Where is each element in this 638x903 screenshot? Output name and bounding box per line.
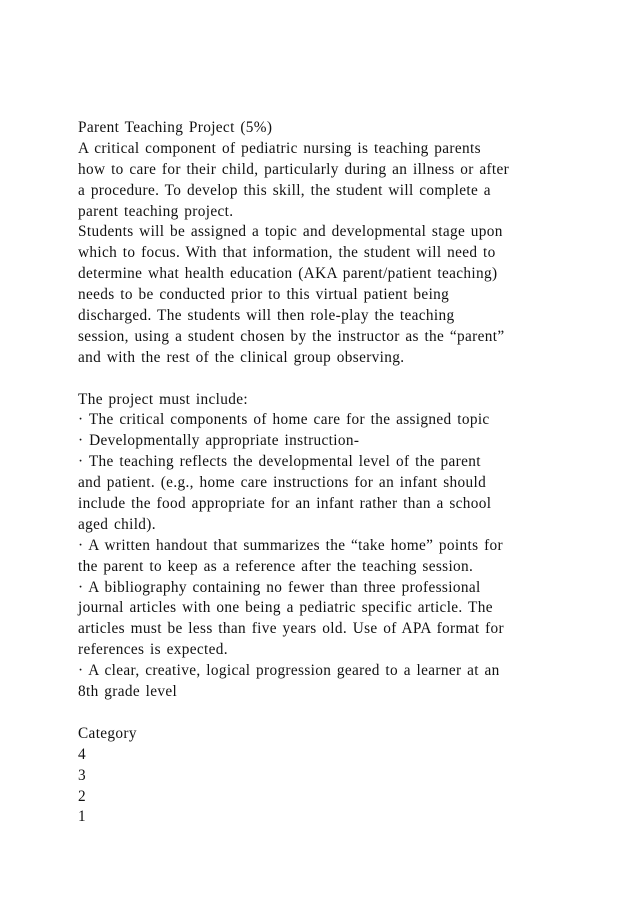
paragraph-gap [78, 369, 578, 390]
requirement-line: 8th grade level [78, 683, 178, 701]
requirements-heading: The project must include: [78, 390, 248, 408]
requirement-line: · A clear, creative, logical progression geared to a learner at an [78, 662, 500, 680]
assignment-line: session, using a student chosen by the instructor as the “parent” [78, 327, 505, 345]
assignment-line: Students will be assigned a topic and developmental stage upon [78, 223, 503, 241]
requirement-line: and patient. (e.g., home care instructions for an infant should [78, 474, 487, 492]
document-title: Parent Teaching Project (5%) [78, 119, 273, 136]
requirement-line: · A bibliography containing no fewer than three professional [78, 578, 481, 596]
assignment-line: determine what health education (AKA parent/patient teaching) [78, 265, 498, 283]
assignment-line: discharged. The students will then role-play the teaching [78, 307, 455, 325]
rubric-level: 2 [78, 787, 86, 805]
rubric-heading: Category [78, 724, 137, 742]
document-body [78, 118, 578, 828]
assignment-line: and with the rest of the clinical group observing. [78, 348, 405, 366]
assignment-line: which to focus. With that information, the student will need to [78, 244, 496, 262]
requirement-line: aged child). [78, 515, 156, 533]
rubric-level: 4 [78, 745, 86, 763]
assignment-line: needs to be conducted prior to this virtual patient being [78, 286, 450, 304]
requirement-line: · A written handout that summarizes the “take home” points for [78, 536, 503, 554]
requirement-line: include the food appropriate for an infant rather than a school [78, 495, 492, 513]
requirement-line: · The teaching reflects the developmental level of the parent [78, 453, 481, 471]
requirement-line: · The critical components of home care for the assigned topic [78, 411, 490, 429]
requirement-line: references is expected. [78, 641, 228, 659]
intro-line: how to care for their child, particularly during an illness or after [78, 160, 510, 178]
requirement-line: articles must be less than five years old. Use of APA format for [78, 620, 505, 638]
intro-line: parent teaching project. [78, 202, 234, 220]
requirement-line: journal articles with one being a pediatric specific article. The [78, 599, 493, 617]
rubric-level: 3 [78, 766, 86, 784]
requirement-line: the parent to keep as a reference after the teaching session. [78, 557, 474, 575]
paragraph-gap [78, 703, 578, 724]
intro-line: a procedure. To develop this skill, the student will complete a [78, 181, 491, 199]
intro-line: A critical component of pediatric nursing is teaching parents [78, 139, 481, 157]
rubric-level: 1 [78, 808, 86, 826]
requirement-line: · Developmentally appropriate instruction- [78, 432, 360, 450]
